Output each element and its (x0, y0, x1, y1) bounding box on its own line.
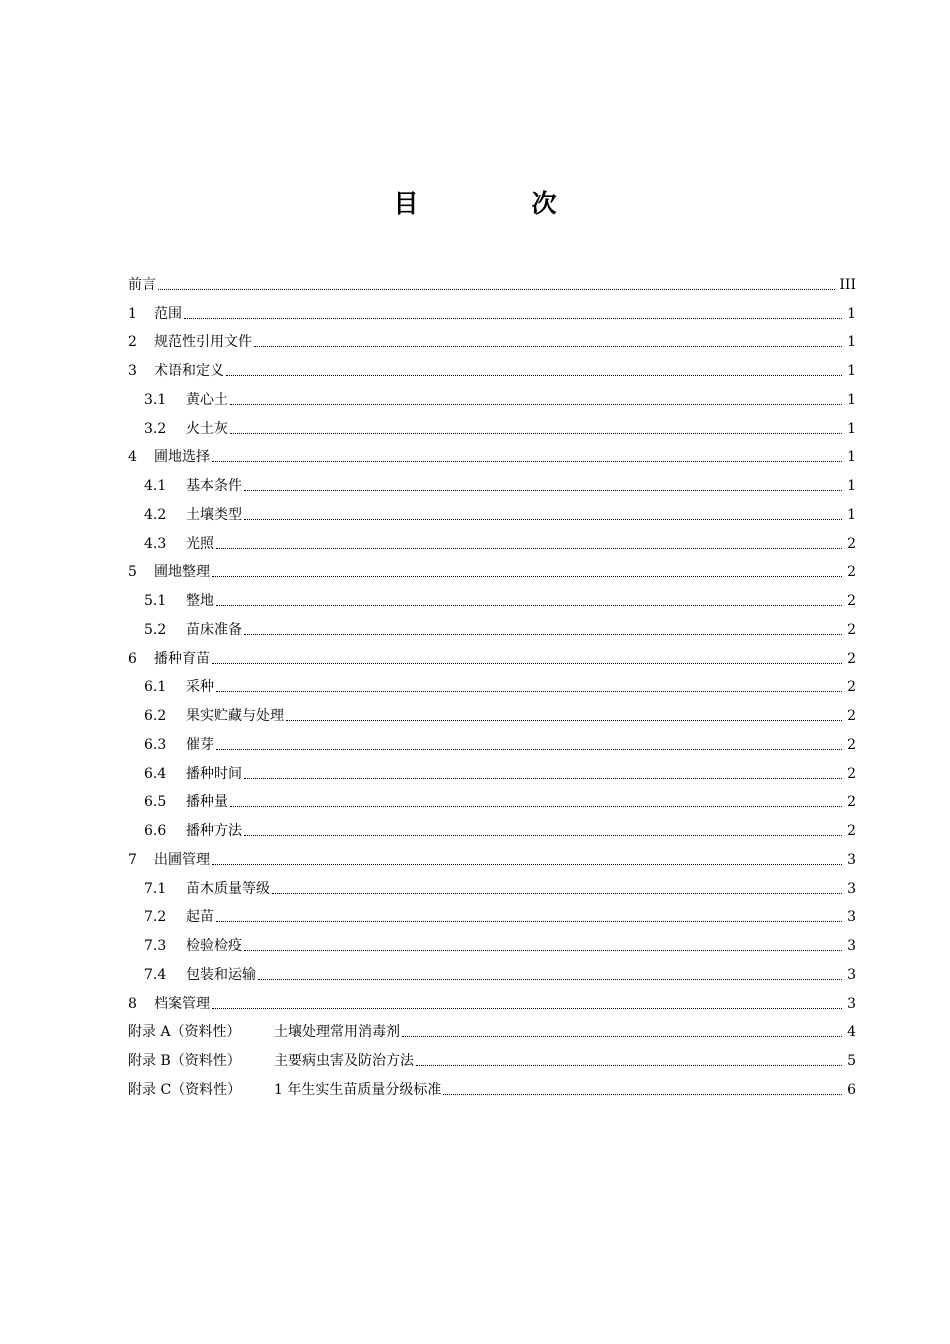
toc-entry[interactable] (128, 870, 856, 899)
toc-entry-label: 圃地选择 (154, 449, 210, 466)
toc-entry-page: 1 (847, 363, 856, 379)
toc-entry[interactable] (128, 439, 856, 468)
toc-entry-number: 4.3 (144, 535, 167, 552)
toc-entry-page: 1 (847, 478, 856, 494)
toc-entry-label: 采种 (186, 679, 214, 696)
toc-entry[interactable] (128, 956, 856, 985)
toc-entry-page: 2 (847, 736, 856, 753)
toc-entry-number: 4 (128, 449, 137, 466)
toc-entry[interactable] (128, 812, 856, 841)
toc-entry[interactable] (128, 352, 856, 381)
dot-leader (212, 461, 842, 462)
dot-leader (230, 404, 842, 405)
dot-leader (286, 720, 842, 721)
dot-leader (212, 663, 842, 664)
toc-entry-label: 火土灰 (186, 420, 228, 437)
toc-entry-page: 2 (847, 765, 856, 782)
toc-entry[interactable] (128, 899, 856, 928)
toc-entry-page: 3 (847, 880, 856, 897)
dot-leader (272, 893, 842, 894)
dot-leader (402, 1036, 842, 1037)
toc-entry-label: 黄心土 (186, 391, 228, 408)
page-title: 目 次 (393, 189, 601, 218)
toc-entry-label: 播种方法 (186, 823, 242, 839)
toc-entry-number: 6.4 (144, 765, 167, 782)
toc-entry[interactable] (128, 841, 856, 870)
toc-entry-label: 苗木质量等级 (186, 880, 270, 897)
toc-entry-page: 2 (847, 794, 856, 811)
toc-entry-number: 1 (128, 305, 137, 322)
toc-entry-page: 5 (847, 1053, 856, 1069)
toc-entry[interactable] (128, 295, 856, 324)
toc-entry-number: 6.6 (144, 823, 167, 839)
toc-entry-number: 6.2 (144, 708, 167, 724)
toc-entry-number: 3 (128, 363, 137, 379)
toc-entry-page: 1 (847, 391, 856, 408)
dot-leader (244, 950, 842, 951)
toc-entry-number: 5 (128, 564, 137, 581)
toc-entry[interactable] (128, 726, 856, 755)
toc-entry[interactable] (128, 381, 856, 410)
toc-entry-number: 附录 C（资料性） (128, 1081, 242, 1098)
dot-leader (416, 1065, 842, 1066)
toc-entry[interactable] (128, 525, 856, 554)
toc-entry-label: 主要病虫害及防治方法 (274, 1053, 414, 1069)
toc-entry-page: 1 (847, 334, 856, 351)
toc-entry-label: 术语和定义 (154, 363, 224, 379)
dot-leader (230, 806, 842, 807)
toc-entry-label: 出圃管理 (154, 851, 210, 868)
dot-leader (244, 634, 842, 635)
toc-entry-label: 播种量 (186, 794, 228, 811)
toc-entry-label: 范围 (154, 305, 182, 322)
toc-entry[interactable] (128, 410, 856, 439)
toc-entry-number: 7.3 (144, 938, 167, 954)
toc-entry[interactable] (128, 582, 856, 611)
toc-entry-number: 3.1 (144, 391, 167, 408)
toc-entry[interactable] (128, 1042, 856, 1071)
toc-entry-page: 3 (847, 851, 856, 868)
dot-leader (212, 1008, 842, 1009)
toc-entry[interactable] (128, 496, 856, 525)
toc-entry-number: 6.3 (144, 736, 167, 753)
toc-entry-label: 播种时间 (186, 765, 242, 782)
toc-entry[interactable] (128, 467, 856, 496)
toc-entry-page: 3 (847, 966, 856, 983)
toc-entry[interactable] (128, 266, 856, 295)
toc-entry-label: 基本条件 (186, 478, 242, 494)
toc-entry-label: 催芽 (186, 736, 214, 753)
toc-entry-page: 4 (847, 1024, 856, 1041)
dot-leader (212, 864, 842, 865)
dot-leader (212, 576, 842, 577)
toc-entry-number: 4.2 (144, 506, 167, 523)
toc-entry[interactable] (128, 755, 856, 784)
dot-leader (244, 519, 842, 520)
toc-entry-page: 2 (847, 708, 856, 724)
toc-entry-number: 6.5 (144, 794, 167, 811)
toc-entry-label: 圃地整理 (154, 564, 210, 581)
toc-entry-page: 2 (847, 679, 856, 696)
toc-entry-number: 2 (128, 334, 137, 351)
toc-entry-label: 果实贮藏与处理 (186, 708, 284, 724)
toc-entry-number: 附录 B（资料性） (128, 1053, 241, 1069)
toc-entry-page: 1 (847, 420, 856, 437)
toc-entry-label: 检验检疫 (186, 938, 242, 954)
toc-entry[interactable] (128, 927, 856, 956)
dot-leader (226, 375, 842, 376)
toc-entry-number: 附录 A（资料性） (128, 1024, 241, 1041)
toc-entry-page: 2 (847, 823, 856, 839)
toc-entry-label: 起苗 (186, 909, 214, 926)
table-of-contents (128, 266, 856, 1100)
toc-entry-label: 前言 (128, 276, 156, 293)
toc-entry-number: 7.2 (144, 909, 167, 926)
toc-entry[interactable] (128, 784, 856, 813)
toc-entry-label: 光照 (186, 535, 214, 552)
toc-entry-label: 规范性引用文件 (154, 334, 252, 351)
dot-leader (254, 346, 842, 347)
toc-entry-label: 土壤类型 (186, 506, 242, 523)
toc-entry-number: 7.4 (144, 966, 167, 983)
toc-entry[interactable] (128, 611, 856, 640)
toc-entry-number: 5.2 (144, 621, 167, 638)
toc-entry-label: 1 年生实生苗质量分级标准 (274, 1081, 442, 1098)
toc-entry-label: 苗床准备 (186, 621, 242, 638)
toc-entry-number: 6.1 (144, 679, 167, 696)
dot-leader (230, 433, 842, 434)
toc-entry-number: 3.2 (144, 420, 167, 437)
toc-entry-page: 3 (847, 909, 856, 926)
toc-entry-page: 1 (847, 305, 856, 322)
dot-leader (258, 979, 842, 980)
toc-entry-number: 4.1 (144, 478, 167, 494)
toc-entry-page: 2 (847, 535, 856, 552)
dot-leader (244, 778, 842, 779)
toc-entry[interactable] (128, 697, 856, 726)
dot-leader (216, 691, 842, 692)
dot-leader (244, 835, 842, 836)
toc-entry-number: 5.1 (144, 593, 167, 609)
toc-entry-number: 8 (128, 995, 137, 1012)
dot-leader (443, 1094, 842, 1095)
toc-entry[interactable] (128, 1071, 856, 1100)
toc-entry-label: 包装和运输 (186, 966, 256, 983)
toc-entry-number: 6 (128, 650, 137, 667)
toc-entry-page: 1 (847, 506, 856, 523)
toc-entry-page: 2 (847, 564, 856, 581)
toc-entry-number: 7.1 (144, 880, 167, 897)
toc-entry[interactable] (128, 985, 856, 1014)
toc-entry[interactable] (128, 324, 856, 353)
toc-entry-label: 档案管理 (154, 995, 210, 1012)
toc-entry[interactable] (128, 640, 856, 669)
toc-entry[interactable] (128, 554, 856, 583)
dot-leader (184, 318, 842, 319)
toc-entry-number: 7 (128, 851, 137, 868)
toc-entry-page: 6 (847, 1081, 856, 1098)
dot-leader (216, 921, 842, 922)
toc-entry-page: 2 (847, 621, 856, 638)
toc-entry[interactable] (128, 1014, 856, 1043)
toc-entry[interactable] (128, 669, 856, 698)
dot-leader (158, 289, 835, 290)
toc-entry-label: 土壤处理常用消毒剂 (274, 1024, 400, 1041)
toc-entry-page: 3 (847, 938, 856, 954)
toc-entry-label: 整地 (186, 593, 214, 609)
dot-leader (216, 605, 842, 606)
dot-leader (244, 490, 842, 491)
toc-entry-page: 2 (847, 593, 856, 609)
dot-leader (216, 749, 842, 750)
toc-entry-page: 1 (847, 449, 856, 466)
dot-leader (216, 548, 842, 549)
toc-entry-page: 2 (847, 650, 856, 667)
toc-entry-page: III (839, 276, 856, 293)
toc-entry-label: 播种育苗 (154, 650, 210, 667)
toc-entry-page: 3 (847, 995, 856, 1012)
